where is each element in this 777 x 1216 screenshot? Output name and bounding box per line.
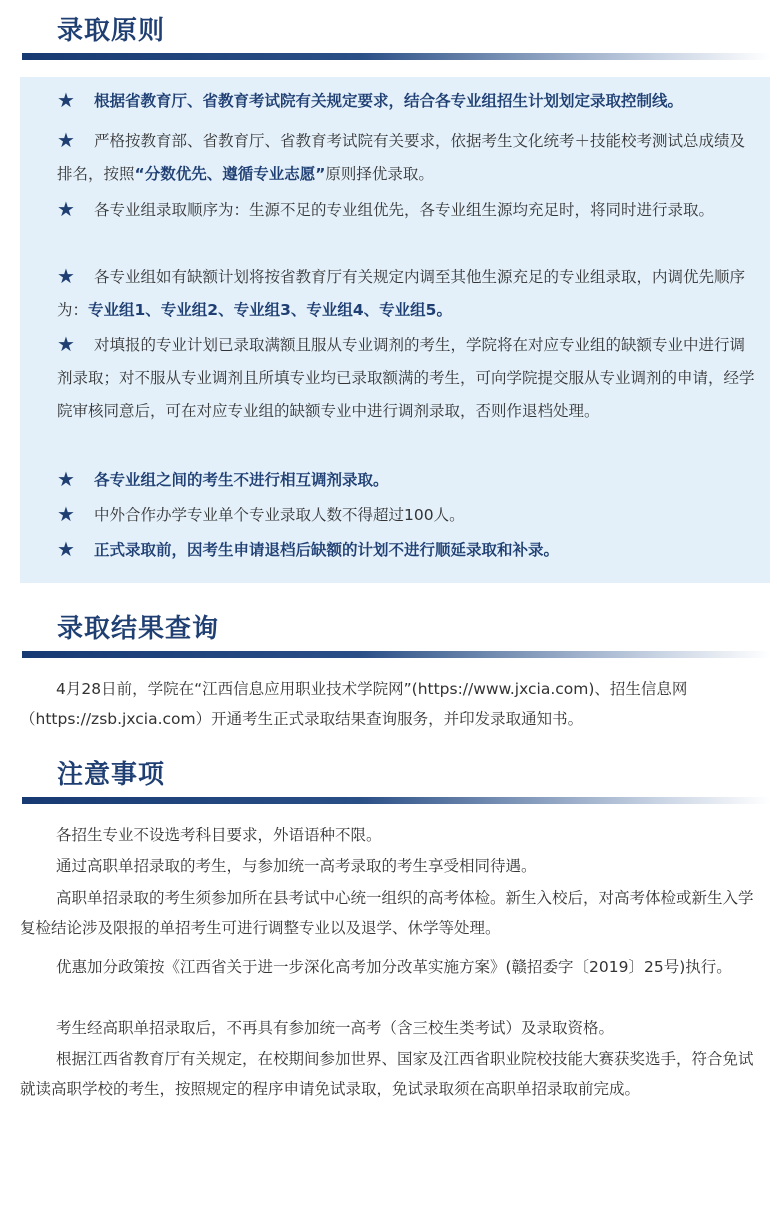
note-paragraph: 考生经高职单招录取后，不再具有参加统一高考（含三校生类考试）及录取资格。 [56, 1019, 615, 1037]
result-query-text: 4月28日前，学院在“江西信息应用职业技术学院网”(https://www.jxcia.com)、招生信息网（https://zsb.jxcia.com）开通考生正式录取结果查询服务，并印发录取通知书。 [20, 680, 688, 728]
rule-text: 正式录取前，因考生申请退档后缺额的计划不进行顺延录取和补录。 [94, 541, 560, 559]
star-icon: ★ [57, 502, 75, 526]
rule-item [57, 464, 757, 497]
rule-highlight: “分数优先、遵循专业志愿” [134, 165, 326, 183]
note-paragraph: 优惠加分政策按《江西省关于进一步深化高考加分改革实施方案》(赣招委字〔2019〕25号)执行。 [56, 958, 732, 976]
section-divider-rules [22, 53, 770, 60]
section-title-result: 录取结果查询 [57, 614, 220, 644]
rule-item [57, 194, 757, 227]
rule-text: 各专业组录取顺序为：生源不足的专业组优先，各专业组生源均充足时，将同时进行录取。 [94, 201, 715, 219]
rule-text: 对填报的专业计划已录取满额且服从专业调剂的考生，学院将在对应专业组的缺额专业中进行调剂录取；对不服从专业调剂且所填专业均已录取额满的考生，可向学院提交服从专业调剂的申请，经学院审核同意后，可在对应专业组的缺额专业中进行调剂录取，否则作退档处理。 [57, 336, 755, 420]
rule-text: 中外合作办学专业单个专业录取人数不得超过100人。 [94, 506, 465, 524]
star-icon: ★ [57, 197, 75, 221]
rule-text: 严格按教育部、省教育厅、省教育考试院有关要求，依据考生文化统考＋技能校考测试总成绩及排名，按照“分数优先、遵循专业志愿”原则择优录取。 [57, 132, 746, 183]
rule-item [57, 329, 757, 428]
rule-text: 各专业组之间的考生不进行相互调剂录取。 [94, 471, 389, 489]
note-paragraph: 高职单招录取的考生须参加所在县考试中心统一组织的高考体检。新生入校后，对高考体检或新生入学复检结论涉及限报的单招考生可进行调整专业以及退学、休学等处理。 [20, 889, 754, 937]
rule-item [57, 125, 757, 191]
section-divider-notes [22, 797, 770, 804]
star-icon: ★ [57, 128, 75, 152]
star-icon: ★ [57, 467, 75, 491]
star-icon: ★ [57, 332, 75, 356]
star-icon: ★ [57, 537, 75, 561]
rule-item [57, 499, 757, 532]
rules-box [20, 77, 770, 583]
rule-item [57, 85, 757, 118]
rule-text: 根据省教育厅、省教育考试院有关规定要求，结合各专业组招生计划划定录取控制线。 [94, 92, 684, 110]
section-title-notes: 注意事项 [57, 760, 166, 790]
note-paragraph: 各招生专业不设选考科目要求，外语语种不限。 [56, 826, 382, 844]
note-paragraph: 通过高职单招录取的考生，与参加统一高考录取的考生享受相同待遇。 [56, 857, 537, 875]
section-divider-result [22, 651, 770, 658]
section-title-rules: 录取原则 [57, 16, 166, 46]
rule-item [57, 534, 757, 567]
note-paragraph: 根据江西省教育厅有关规定，在校期间参加世界、国家及江西省职业院校技能大赛获奖选手，符合免试就读高职学校的考生，按照规定的程序申请免试录取，免试录取须在高职单招录取前完成。 [20, 1050, 754, 1098]
star-icon: ★ [57, 88, 75, 112]
star-icon: ★ [57, 264, 75, 288]
rule-highlight: 专业组1、专业组2、专业组3、专业组4、专业组5。 [88, 301, 452, 319]
rule-item [57, 261, 757, 327]
rule-text: 各专业组如有缺额计划将按省教育厅有关规定内调至其他生源充足的专业组录取，内调优先顺序为：专业组1、专业组2、专业组3、专业组4、专业组5。 [57, 268, 746, 319]
